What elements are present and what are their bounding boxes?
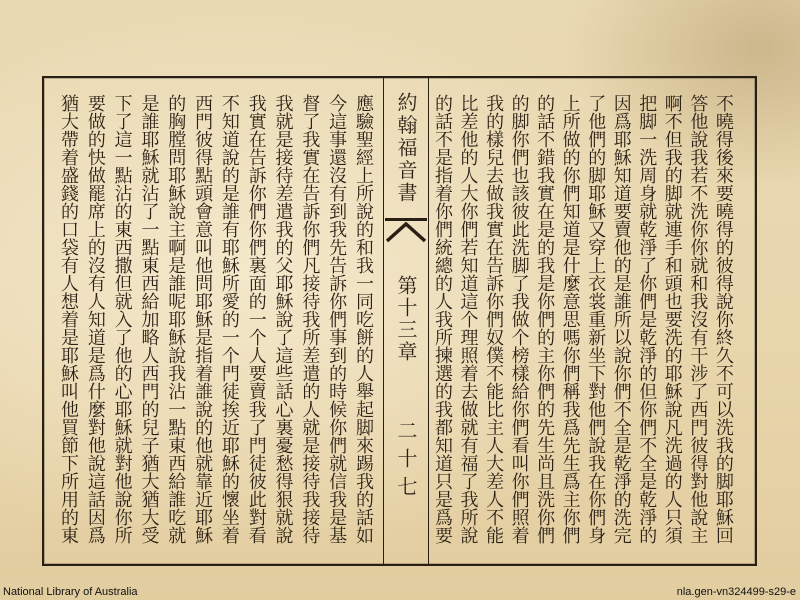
text-column: 啊不但我的脚就連手和頭也要洗的耶穌說凡洗過的人只須 [661,94,683,544]
text-column: 的胸膛問耶穌說主啊是誰呢耶穌說我沾一點東西給誰吃就 [165,94,187,544]
text-column: 把脚一洗周身就乾淨了你們是乾淨的但你們不全是乾淨的 [636,94,658,544]
text-column: 比差他的人大你們若知道這个理照着去做就有福了我所說 [457,94,479,544]
running-title: 約翰福音書 [394,92,418,205]
text-column: 上所做的你們知道是什麼意思嗎你們稱我爲先生爲主你們 [559,94,581,544]
text-column: 我實在告訴你們你們裏面的一个人要賣我了門徒彼此對看 [245,94,267,544]
text-column: 今這事還沒有到我先告訴你們事到的時候你們就信我是基 [326,94,348,544]
library-credit: National Library of Australia [3,586,138,598]
text-column: 督了我實在告訴你們凡接待我所差遣的人就是接待我接待 [299,94,321,544]
chapter-heading: 第十三章 [394,275,418,363]
text-column: 我的樣兒去做我實在告訴你們奴僕不能比主人大差人不能 [483,94,505,544]
fishtail-mark [384,214,428,244]
text-column: 的話不是指着你們統總的人我所揀選的我都知道只是爲要 [432,94,453,544]
text-column: 要做的快做罷席上的沒有人知道是爲什麼對他說這話因爲 [84,94,106,544]
text-column: 的脚你們也該彼此洗脚了我做个榜樣給你們看叫你們照着 [508,94,530,544]
right-page-text [430,94,736,546]
text-column: 西門彼得點頭會意叫他問耶穌是指着誰說的他就靠近耶穌 [192,94,214,544]
left-page-text [55,94,376,546]
text-column: 猶大帶着盛錢的口袋有人想着是耶穌叫他買節下所用的東 [58,94,79,544]
text-column: 應驗聖經上所說的和我一同吃餅的人舉起脚來踢我的話如 [352,94,374,544]
page-number: 二十七 [394,420,418,504]
page-frame [42,76,757,566]
text-column: 不知道說的是誰有耶穌所愛的一个門徒挨近耶穌的懷坐着 [218,94,240,544]
text-column: 是誰耶穌就沾了一點東西給加略人西門的兒子猶大猶大受 [138,94,160,544]
text-column: 下了這一點沾的東西撒但就入了他的心耶穌就對他說你所 [111,94,133,544]
text-column: 因爲耶穌知道要賣他的是誰所以說你們不全是乾淨的洗完 [610,94,632,544]
text-column: 答他說我若不洗你你就和我沒有干涉了西門彼得對他說主 [687,94,709,544]
image-identifier: nla.gen-vn324499-s29-e [676,586,796,598]
text-column: 了他們的脚耶穌又穿上衣裳重新坐下對他們說我在你們身 [585,94,607,544]
center-fold-column [383,78,429,564]
text-column: 我就是接待差遣我的父耶穌說了這些話心裏憂愁得狠就說 [272,94,294,544]
text-column: 不曉得後來要曉得的彼得說你終久不可以洗我的脚耶穌回 [712,94,734,544]
text-column: 的話不錯我實在是的我是你們的主你們的先生尚且洗你們 [534,94,556,544]
